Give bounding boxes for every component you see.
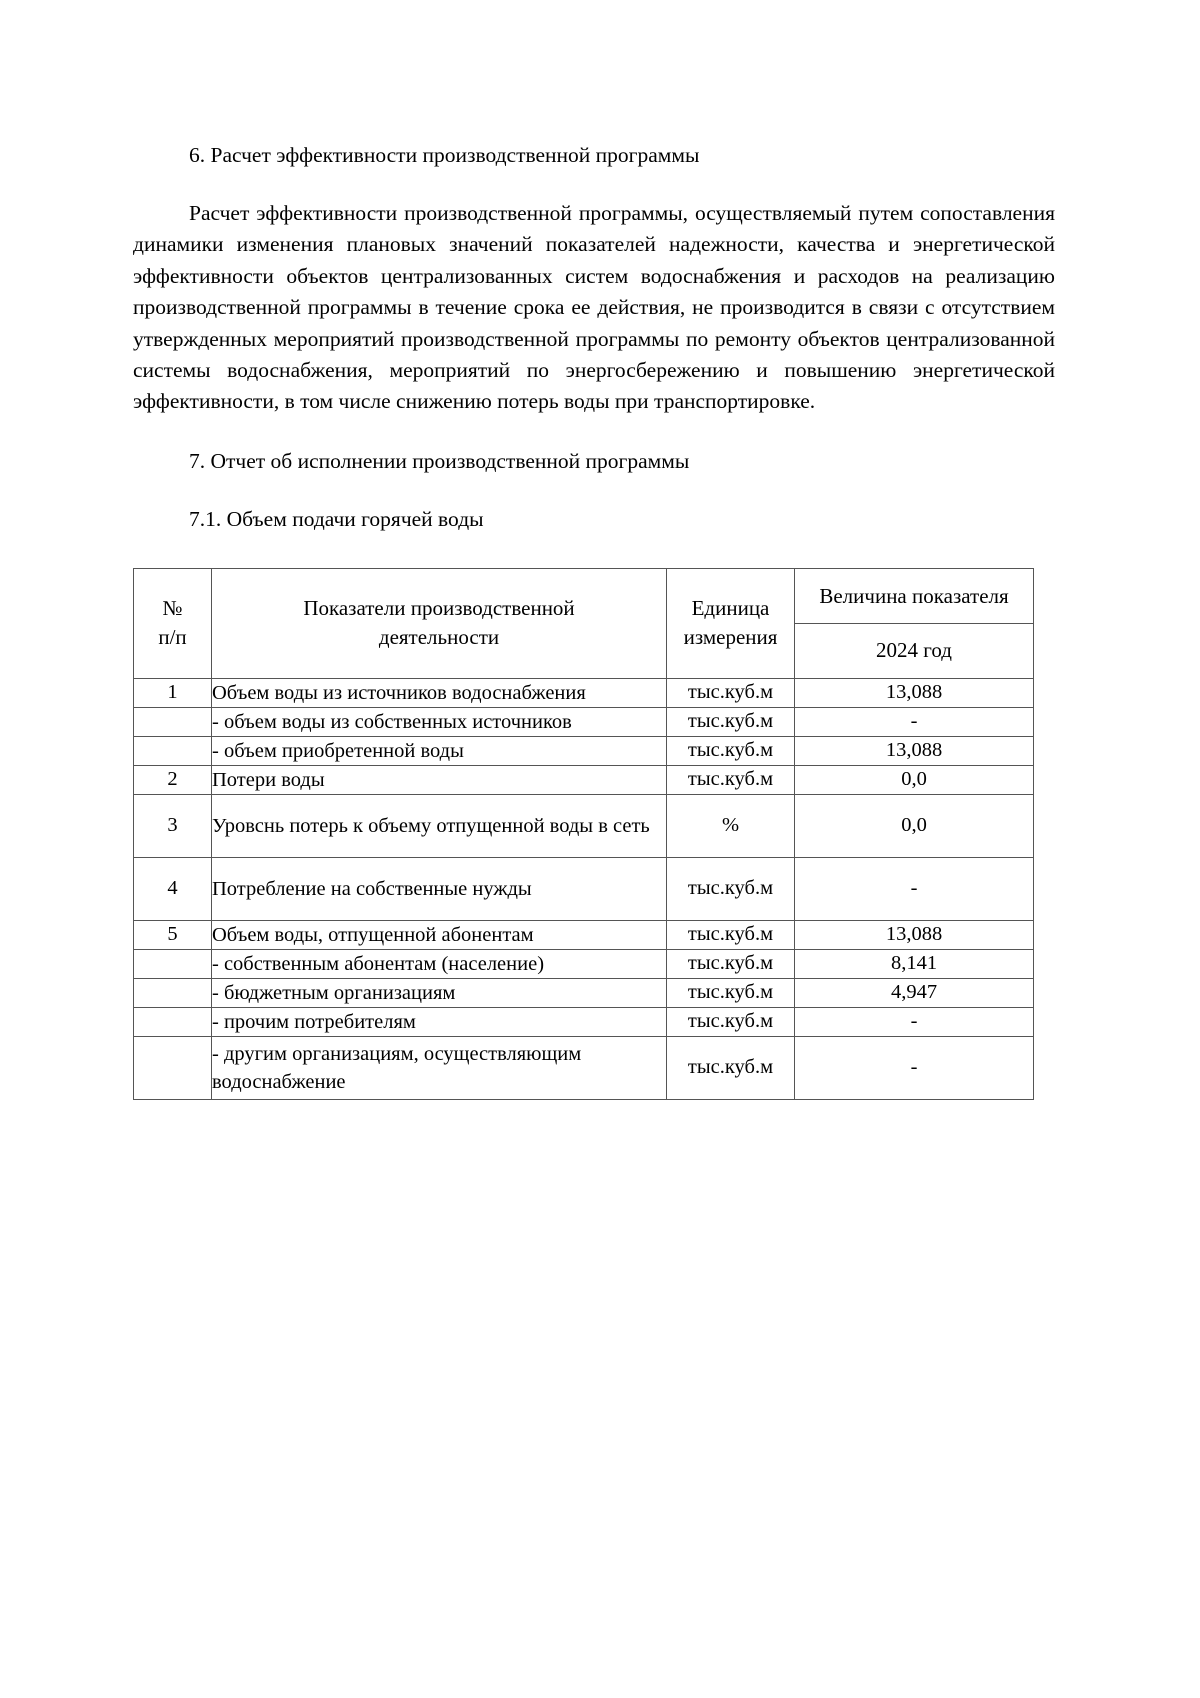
spacer — [133, 534, 1055, 568]
table-row — [134, 794, 1034, 857]
row-no — [134, 736, 212, 765]
table-row — [134, 1036, 1034, 1099]
row-value: 13,088 — [795, 736, 1034, 765]
row-value: - — [795, 707, 1034, 736]
table-header — [134, 568, 1034, 678]
table-row — [134, 920, 1034, 949]
row-name: - прочим потребителям — [212, 1007, 667, 1036]
table-row — [134, 707, 1034, 736]
row-unit: тыс.куб.м — [667, 1007, 795, 1036]
table-row — [134, 857, 1034, 920]
row-unit: тыс.куб.м — [667, 707, 795, 736]
row-value: - — [795, 857, 1034, 920]
section-7-1-subheading: 7.1. Объем подачи горячей воды — [189, 506, 484, 531]
row-no — [134, 1036, 212, 1099]
row-value: 13,088 — [795, 920, 1034, 949]
row-name: - объем приобретенной воды — [212, 736, 667, 765]
header-value-year: 2024 год — [876, 637, 952, 662]
row-value: 13,088 — [795, 678, 1034, 707]
row-no: 2 — [134, 765, 212, 794]
section-7-heading: 7. Отчет об исполнении производственной программы — [189, 448, 690, 473]
row-no: 5 — [134, 920, 212, 949]
spacer — [133, 170, 1055, 198]
table-row — [134, 765, 1034, 794]
header-unit-line1: Единица — [691, 596, 770, 621]
header-name-line1: Показатели производственной — [303, 596, 575, 621]
header-cell-value — [795, 568, 1034, 678]
row-unit: тыс.куб.м — [667, 920, 795, 949]
row-value: 8,141 — [795, 949, 1034, 978]
row-name: Уровснь потерь к объему отпущенной воды в сеть — [212, 794, 667, 857]
row-value: 0,0 — [795, 794, 1034, 857]
row-no: 3 — [134, 794, 212, 857]
row-unit: тыс.куб.м — [667, 978, 795, 1007]
row-unit: тыс.куб.м — [667, 765, 795, 794]
row-value: 0,0 — [795, 765, 1034, 794]
header-value-year-row — [795, 623, 1033, 678]
header-cell-name — [212, 568, 667, 678]
row-name: Потери воды — [212, 765, 667, 794]
row-value: - — [795, 1007, 1034, 1036]
row-name: Потребление на собственные нужды — [212, 857, 667, 920]
row-no — [134, 707, 212, 736]
row-unit: тыс.куб.м — [667, 857, 795, 920]
row-name: - собственным абонентам (население) — [212, 949, 667, 978]
row-name: - другим организациям, осуществляющим водоснабжение — [212, 1036, 667, 1099]
row-no — [134, 1007, 212, 1036]
row-value: - — [795, 1036, 1034, 1099]
water-supply-volume-table — [133, 568, 1034, 1100]
table-row — [134, 736, 1034, 765]
header-unit-line2: измерения — [683, 625, 778, 650]
header-cell-no — [134, 568, 212, 678]
header-value-group: Величина показателя — [795, 569, 1033, 624]
row-no: 1 — [134, 678, 212, 707]
section-6-heading: 6. Расчет эффективности производственной программы — [189, 143, 700, 167]
row-no: 4 — [134, 857, 212, 920]
row-unit: % — [667, 794, 795, 857]
row-name: - объем воды из собственных источников — [212, 707, 667, 736]
header-name-line2: деятельности — [378, 625, 500, 650]
spacer — [133, 418, 1055, 446]
header-value-group-row — [795, 569, 1033, 624]
page-content — [133, 140, 1055, 1100]
row-unit: тыс.куб.м — [667, 678, 795, 707]
table-row — [134, 949, 1034, 978]
table-row — [134, 1007, 1034, 1036]
row-no — [134, 978, 212, 1007]
row-name: Объем воды, отпущенной абонентам — [212, 920, 667, 949]
row-unit: тыс.куб.м — [667, 949, 795, 978]
header-cell-unit — [667, 568, 795, 678]
table-row — [134, 978, 1034, 1007]
header-no-line2: п/п — [158, 625, 187, 650]
table-body — [134, 678, 1034, 1099]
row-unit: тыс.куб.м — [667, 1036, 795, 1099]
table-row — [134, 678, 1034, 707]
spacer — [133, 476, 1055, 504]
header-no-line1: № — [162, 596, 183, 621]
row-name: - бюджетным организациям — [212, 978, 667, 1007]
header-value-split — [795, 569, 1033, 678]
row-no — [134, 949, 212, 978]
row-name: Объем воды из источников водоснабжения — [212, 678, 667, 707]
row-unit: тыс.куб.м — [667, 736, 795, 765]
row-value: 4,947 — [795, 978, 1034, 1007]
section-6-paragraph: Расчет эффективности производственной программы, осуществляемый путем сопоставления динамики изменения плановых значений показателей надежности, качества и энергетической эффективности объектов централизованных систем водоснабжения и расходов на реализацию производственной программы в течение срока ее действия, не производится в связи с отсутствием утвержденных мероприятий производственной программы по ремонту объектов централизованной системы водоснабжения, мероприятий по энергосбережению и повышению энергетической эффективности, в том числе снижению потерь воды при транспортировке. — [133, 201, 1055, 414]
